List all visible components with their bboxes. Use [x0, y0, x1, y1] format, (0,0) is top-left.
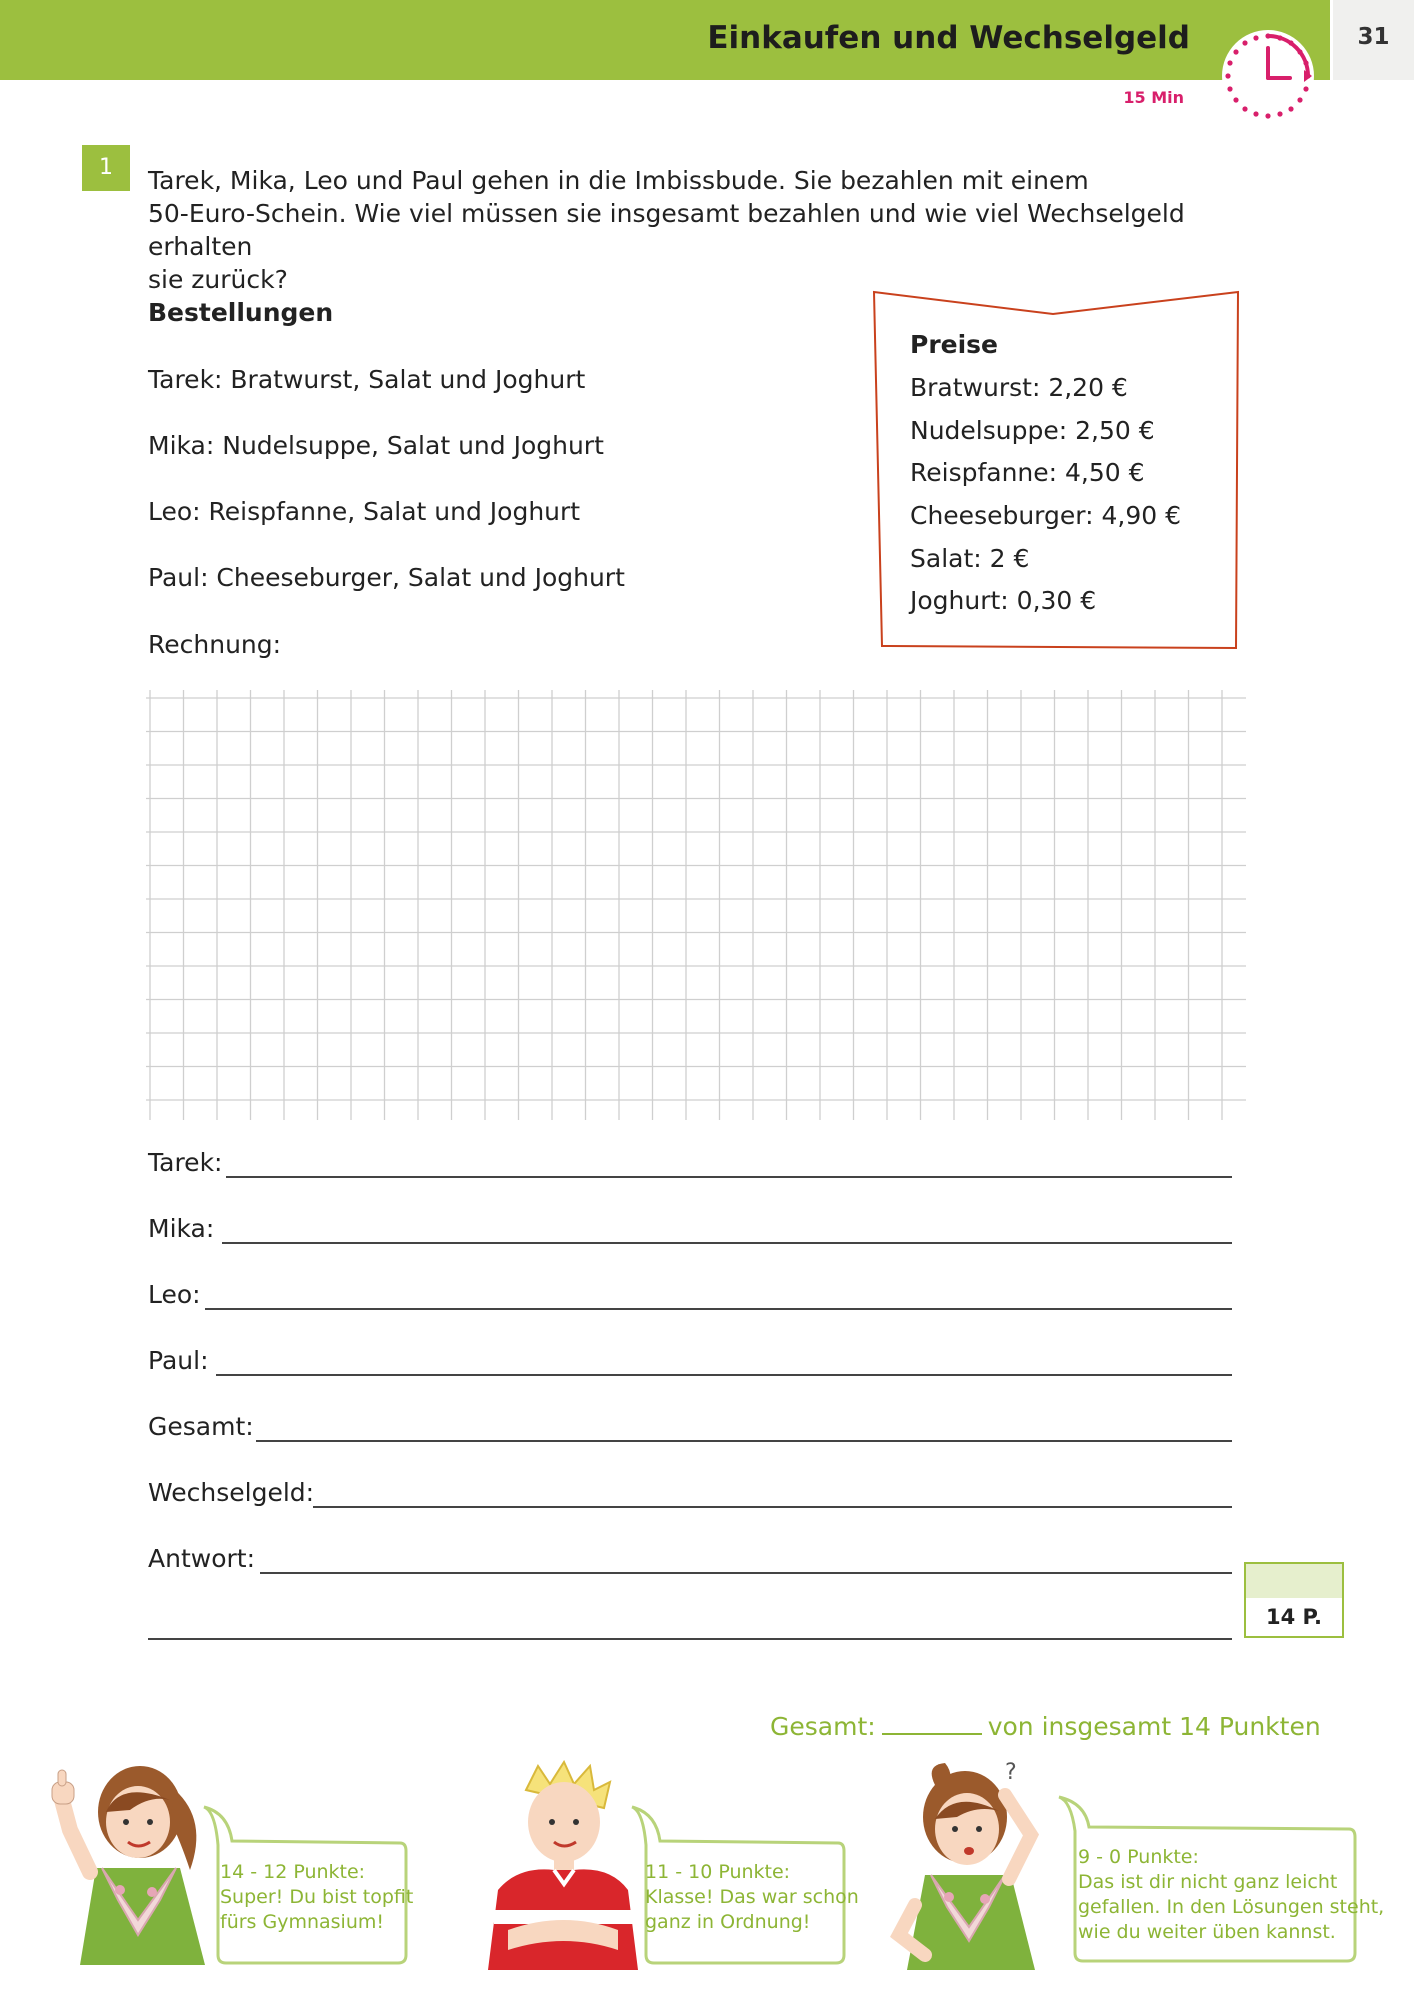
answer-line-total[interactable]: [256, 1440, 1232, 1442]
feedback-line: Super! Du bist topfit: [220, 1886, 414, 1908]
answer-label-leo: Leo:: [148, 1280, 201, 1309]
price-item: Salat: 2 €: [910, 544, 1030, 573]
task-number: 1: [82, 145, 130, 191]
price-item: Cheeseburger: 4,90 €: [910, 501, 1181, 530]
feedback-line: gefallen. In den Lösungen steht,: [1078, 1896, 1385, 1918]
feedback-line: Das ist dir nicht ganz leicht: [1078, 1871, 1338, 1893]
svg-text:?: ?: [1005, 1760, 1017, 1785]
answer-line-mika[interactable]: [222, 1242, 1232, 1244]
total-prefix: Gesamt:: [770, 1712, 876, 1741]
question-line: 50-Euro-Schein. Wie viel müssen sie insgesamt bezahlen und wie viel Wechselgeld erhalten: [148, 199, 1185, 261]
price-item: Reispfanne: 4,50 €: [910, 458, 1145, 487]
question-line: Tarek, Mika, Leo und Paul gehen in die Imbissbude. Sie bezahlen mit einem: [148, 166, 1089, 195]
answer-line-leo[interactable]: [205, 1308, 1232, 1310]
feedback-range: 14 - 12 Punkte:: [220, 1861, 366, 1883]
page-number: 31: [1357, 24, 1390, 50]
answer-label-answer: Antwort:: [148, 1544, 255, 1573]
total-blank[interactable]: [882, 1733, 982, 1735]
answer-line-answer[interactable]: [260, 1572, 1232, 1574]
answer-label-mika: Mika:: [148, 1214, 215, 1243]
girl-thumbs-up-illustration: [40, 1750, 215, 1965]
calculation-grid[interactable]: [146, 690, 1246, 1120]
time-label: 15 Min: [1123, 88, 1184, 107]
girl-thinking-illustration: [885, 1755, 1055, 1970]
feedback-bubble-1: [220, 1860, 413, 1935]
answer-line-paul[interactable]: [216, 1374, 1232, 1376]
feedback-bubble-2: [645, 1860, 859, 1935]
answer-label-total: Gesamt:: [148, 1412, 254, 1441]
answer-line-answer-2[interactable]: [148, 1638, 1232, 1640]
answer-label-tarek: Tarek:: [148, 1148, 223, 1177]
page-title: Einkaufen und Wechselgeld: [707, 20, 1190, 56]
feedback-line: fürs Gymnasium!: [220, 1911, 384, 1933]
answer-label-paul: Paul:: [148, 1346, 209, 1375]
feedback-range: 9 - 0 Punkte:: [1078, 1846, 1199, 1868]
order-item: Leo: Reispfanne, Salat und Joghurt: [148, 497, 581, 526]
total-suffix: von insgesamt 14 Punkten: [987, 1712, 1321, 1741]
feedback-line: ganz in Ordnung!: [645, 1911, 811, 1933]
price-item: Bratwurst: 2,20 €: [910, 373, 1128, 402]
prices-heading: Preise: [910, 330, 999, 359]
order-item: Tarek: Bratwurst, Salat und Joghurt: [148, 365, 586, 394]
orders-heading: Bestellungen: [148, 298, 334, 327]
feedback-line: wie du weiter üben kannst.: [1078, 1921, 1336, 1943]
task-question: [148, 164, 1248, 296]
feedback-range: 11 - 10 Punkte:: [645, 1861, 791, 1883]
clock-icon: [1218, 26, 1318, 126]
feedback-bubble-3: [1078, 1845, 1384, 1945]
boy-arms-crossed-illustration: [478, 1760, 648, 1970]
score-points: 14 P.: [1265, 1605, 1323, 1629]
order-item: Mika: Nudelsuppe, Salat und Joghurt: [148, 431, 604, 460]
feedback-line: Klasse! Das war schon: [645, 1886, 859, 1908]
answer-line-change[interactable]: [313, 1506, 1232, 1508]
total-score-line: [770, 1712, 1321, 1741]
price-item: Nudelsuppe: 2,50 €: [910, 416, 1155, 445]
answer-label-change: Wechselgeld:: [148, 1478, 315, 1507]
question-line: sie zurück?: [148, 265, 288, 294]
answer-line-tarek[interactable]: [226, 1176, 1232, 1178]
order-item: Paul: Cheeseburger, Salat und Joghurt: [148, 563, 625, 592]
calculation-label: Rechnung:: [148, 630, 282, 659]
price-item: Joghurt: 0,30 €: [910, 586, 1097, 615]
